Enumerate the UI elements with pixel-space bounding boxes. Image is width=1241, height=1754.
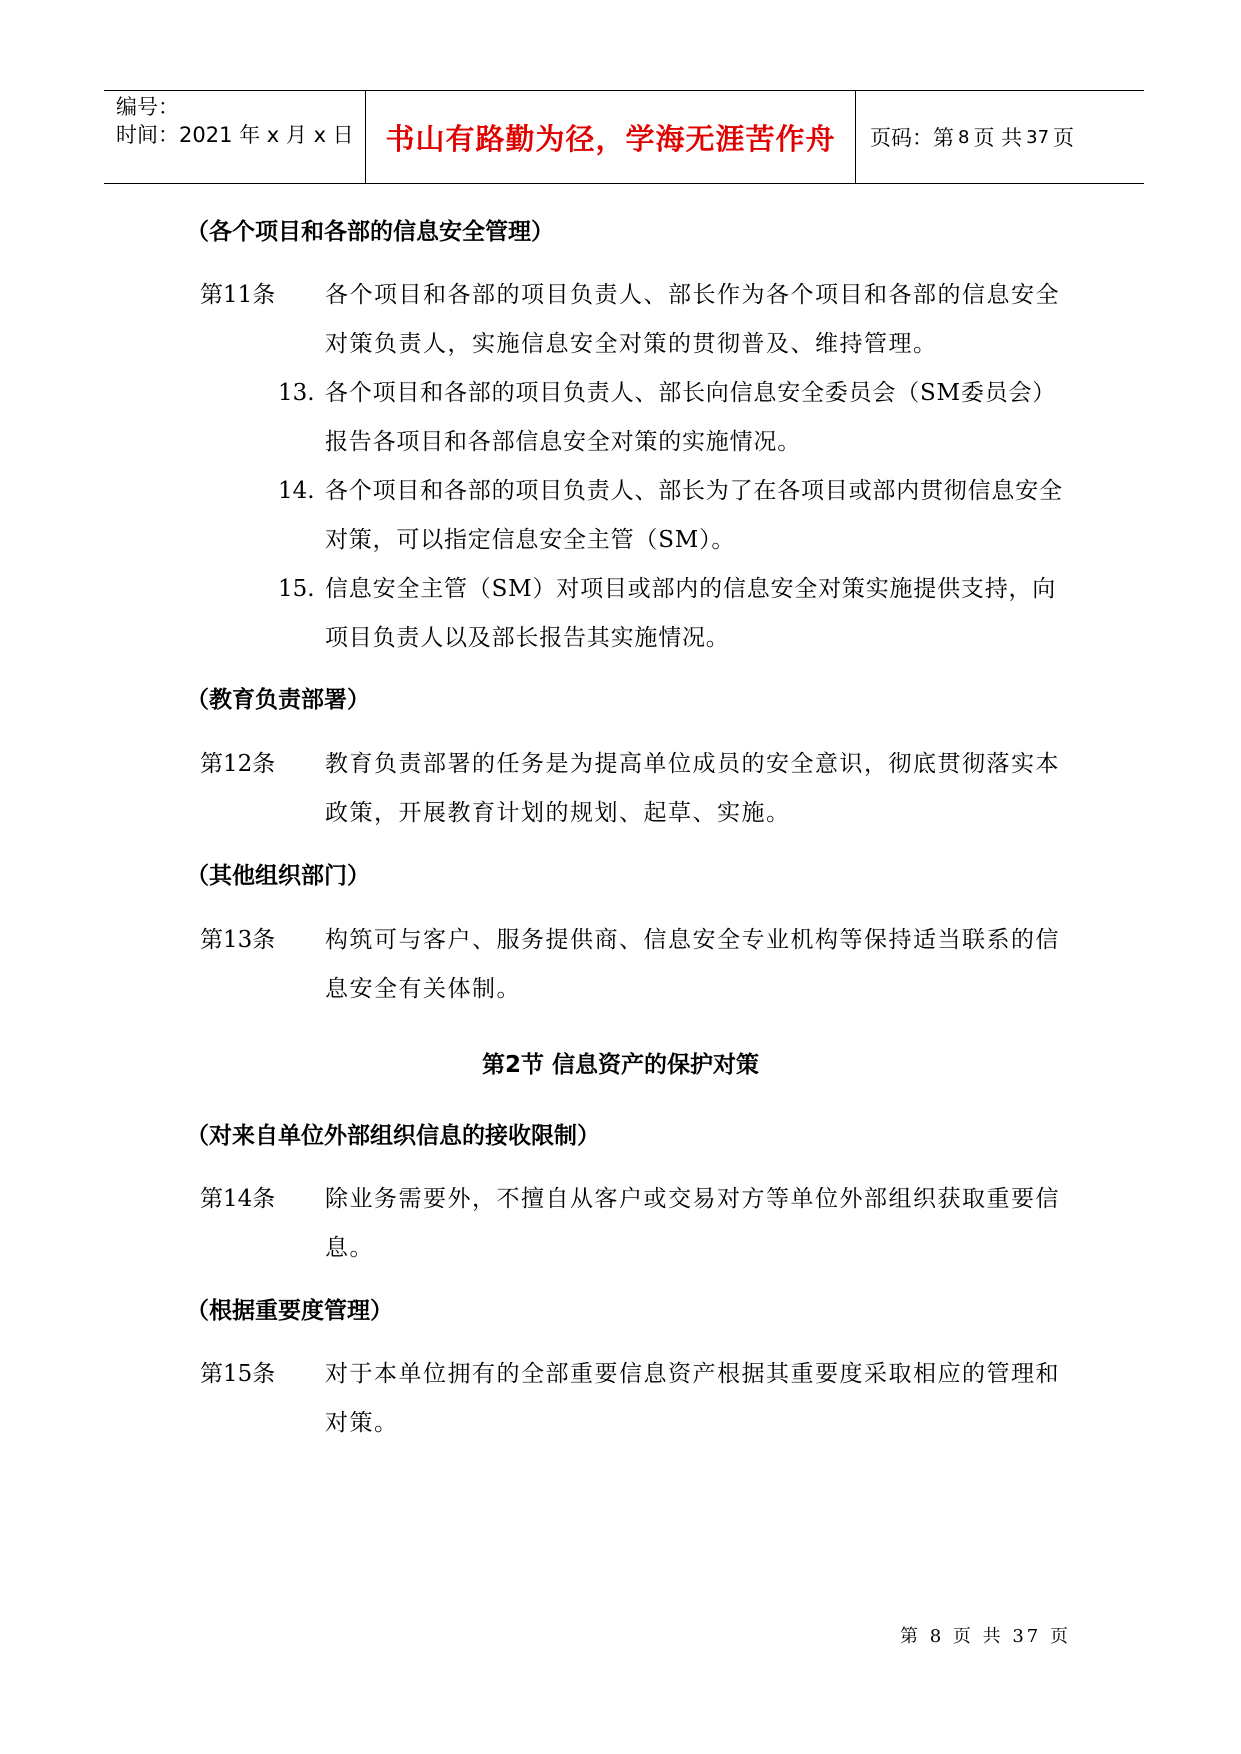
item-number: 13. [278, 380, 315, 406]
article-number: 第15条 [200, 1361, 276, 1387]
heading-importance-mgmt: （根据重要度管理） [186, 1298, 393, 1324]
page-mid: 页 共 [973, 126, 1023, 150]
article-text: 各个项目和各部的项目负责人、部长作为各个项目和各部的信息安全对策负责人，实施信息安全对策的贯彻普及、维持管理。 [325, 282, 1060, 357]
heading-other-org: （其他组织部门） [186, 863, 370, 889]
item-text: 各个项目和各部的项目负责人、部长向信息安全委员会（SM委员会）报告各项目和各部信息安全对策的实施情况。 [325, 380, 1057, 455]
item-text: 信息安全主管（SM）对项目或部内的信息安全对策实施提供支持，向项目负责人以及部长报告其实施情况。 [325, 576, 1057, 651]
article-11 [200, 271, 1070, 369]
article-13 [200, 916, 1070, 1014]
list-item-14 [278, 467, 1070, 565]
header-motto: 书山有路勤为径，学海无涯苦作舟 [366, 91, 856, 183]
item-text: 各个项目和各部的项目负责人、部长为了在各项目或部内贯彻信息安全对策，可以指定信息安全主管（SM）。 [325, 478, 1063, 553]
page-current: 8 [958, 126, 970, 148]
article-text: 对于本单位拥有的全部重要信息资产根据其重要度采取相应的管理和对策。 [325, 1361, 1060, 1436]
article-12 [200, 740, 1070, 838]
article-15 [200, 1350, 1070, 1448]
article-number: 第13条 [200, 927, 276, 953]
article-text: 教育负责部署的任务是为提高单位成员的安全意识，彻底贯彻落实本政策，开展教育计划的规划、起草、实施。 [325, 751, 1060, 826]
article-text: 构筑可与客户、服务提供商、信息安全专业机构等保持适当联系的信息安全有关体制。 [325, 927, 1060, 1002]
page-header [104, 90, 1144, 184]
page-suffix: 页 [1053, 126, 1075, 150]
item-number: 14. [278, 478, 315, 504]
list-item-15 [278, 565, 1070, 663]
heading-info-security-mgmt: （各个项目和各部的信息安全管理） [186, 219, 554, 245]
header-meta [104, 91, 366, 183]
heading-external-info: （对来自单位外部组织信息的接收限制） [186, 1123, 600, 1149]
page-prefix: 页码：第 [870, 126, 954, 150]
section-title: 第2节 信息资产的保护对策 [481, 1052, 759, 1078]
article-number: 第14条 [200, 1186, 276, 1212]
page-total: 37 [1026, 126, 1050, 148]
article-text: 除业务需要外，不擅自从客户或交易对方等单位外部组织获取重要信息。 [325, 1186, 1060, 1261]
header-page-info [856, 91, 1144, 183]
time-label: 时间：2021 年 x 月 x 日 [116, 123, 354, 147]
list-item-13 [278, 369, 1070, 467]
article-number: 第11条 [200, 282, 276, 308]
article-number: 第12条 [200, 751, 276, 777]
number-label: 编号： [116, 95, 179, 119]
article-14 [200, 1175, 1070, 1273]
item-number: 15. [278, 576, 315, 602]
heading-education-dept: （教育负责部署） [186, 687, 370, 713]
page-footer: 第 8 页 共 37 页 [900, 1626, 1071, 1647]
